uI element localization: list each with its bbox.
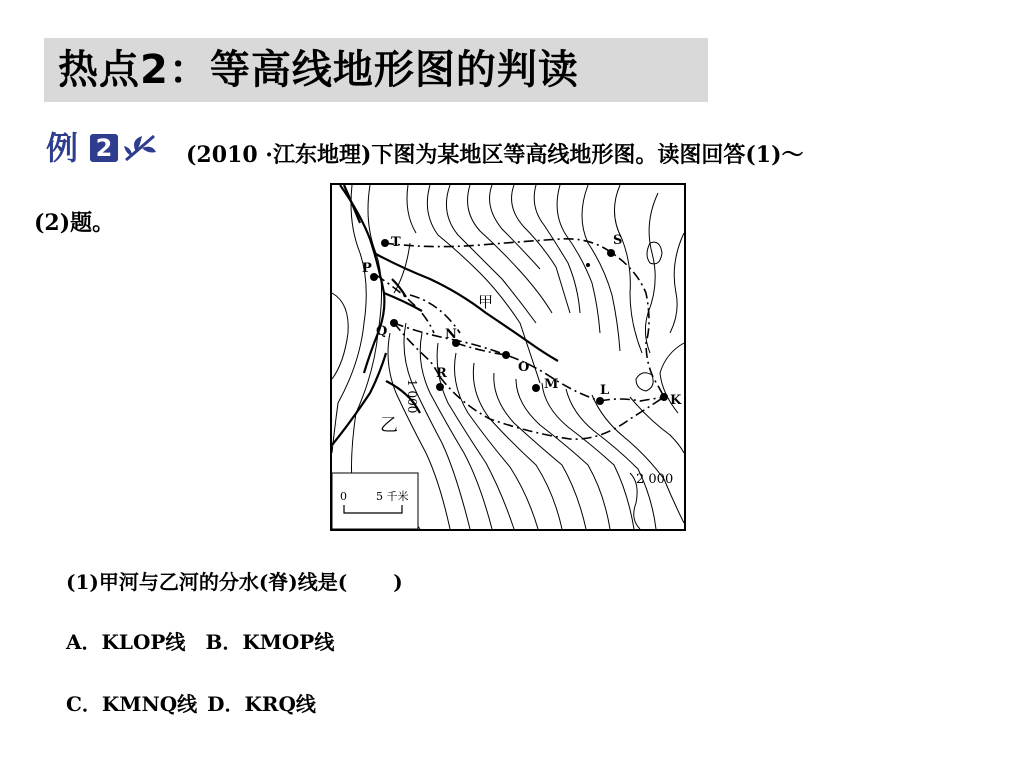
option-b: B．KMOP线: [205, 630, 335, 654]
contour-2000-label: 2 000: [636, 472, 674, 487]
contour-map: [330, 183, 686, 531]
point-t-marker: [381, 239, 389, 247]
river-yi-label: 乙: [380, 415, 398, 436]
point-m-marker: [532, 384, 540, 392]
scale-bar: [332, 473, 418, 529]
sub-question-1: [66, 566, 403, 595]
point-s-marker: [607, 249, 615, 257]
option-d: D．KRQ线: [207, 692, 316, 716]
options-row-2: [66, 688, 316, 717]
point-q-label: Q: [376, 324, 388, 339]
title-banner: [44, 38, 708, 102]
question-line-1: (2010 ·江东地理)下图为某地区等高线地形图。读图回答(1)～: [186, 142, 804, 168]
sub-question-close: ): [393, 570, 403, 594]
point-r-label: R: [436, 366, 447, 381]
question-line-2: (2)题。: [34, 210, 115, 236]
option-c: C．KMNQ线: [66, 692, 198, 716]
leaf-icon: [122, 132, 158, 164]
point-q-marker: [390, 319, 398, 327]
point-o-label: O: [518, 360, 530, 375]
sub-question-text: (1)甲河与乙河的分水(脊)线是(: [66, 570, 348, 594]
scale-five-label: 5 千米: [376, 490, 409, 503]
point-k-label: K: [670, 393, 682, 408]
point-t-label: T: [391, 235, 401, 250]
point-r-marker: [436, 383, 444, 391]
point-p-label: P: [362, 261, 372, 276]
spot-height-marker: [586, 263, 590, 267]
point-o-marker: [502, 351, 510, 359]
point-n-label: N: [445, 327, 457, 342]
point-s-label: S: [613, 233, 623, 248]
scale-zero-label: 0: [340, 490, 347, 503]
slide-title: 热点2：等高线地形图的判读: [58, 47, 579, 93]
river-jia-label: 甲: [478, 293, 494, 311]
option-a: A．KLOP线: [66, 630, 186, 654]
point-k-marker: [660, 393, 668, 401]
point-l-marker: [596, 397, 604, 405]
example-badge: [46, 128, 166, 168]
example-label: 例: [46, 129, 79, 167]
options-row-1: [66, 626, 334, 655]
contour-1000-label: 1 000: [405, 379, 419, 414]
example-number: 2: [90, 134, 118, 162]
point-m-label: M: [544, 377, 559, 392]
point-l-label: L: [600, 383, 610, 398]
